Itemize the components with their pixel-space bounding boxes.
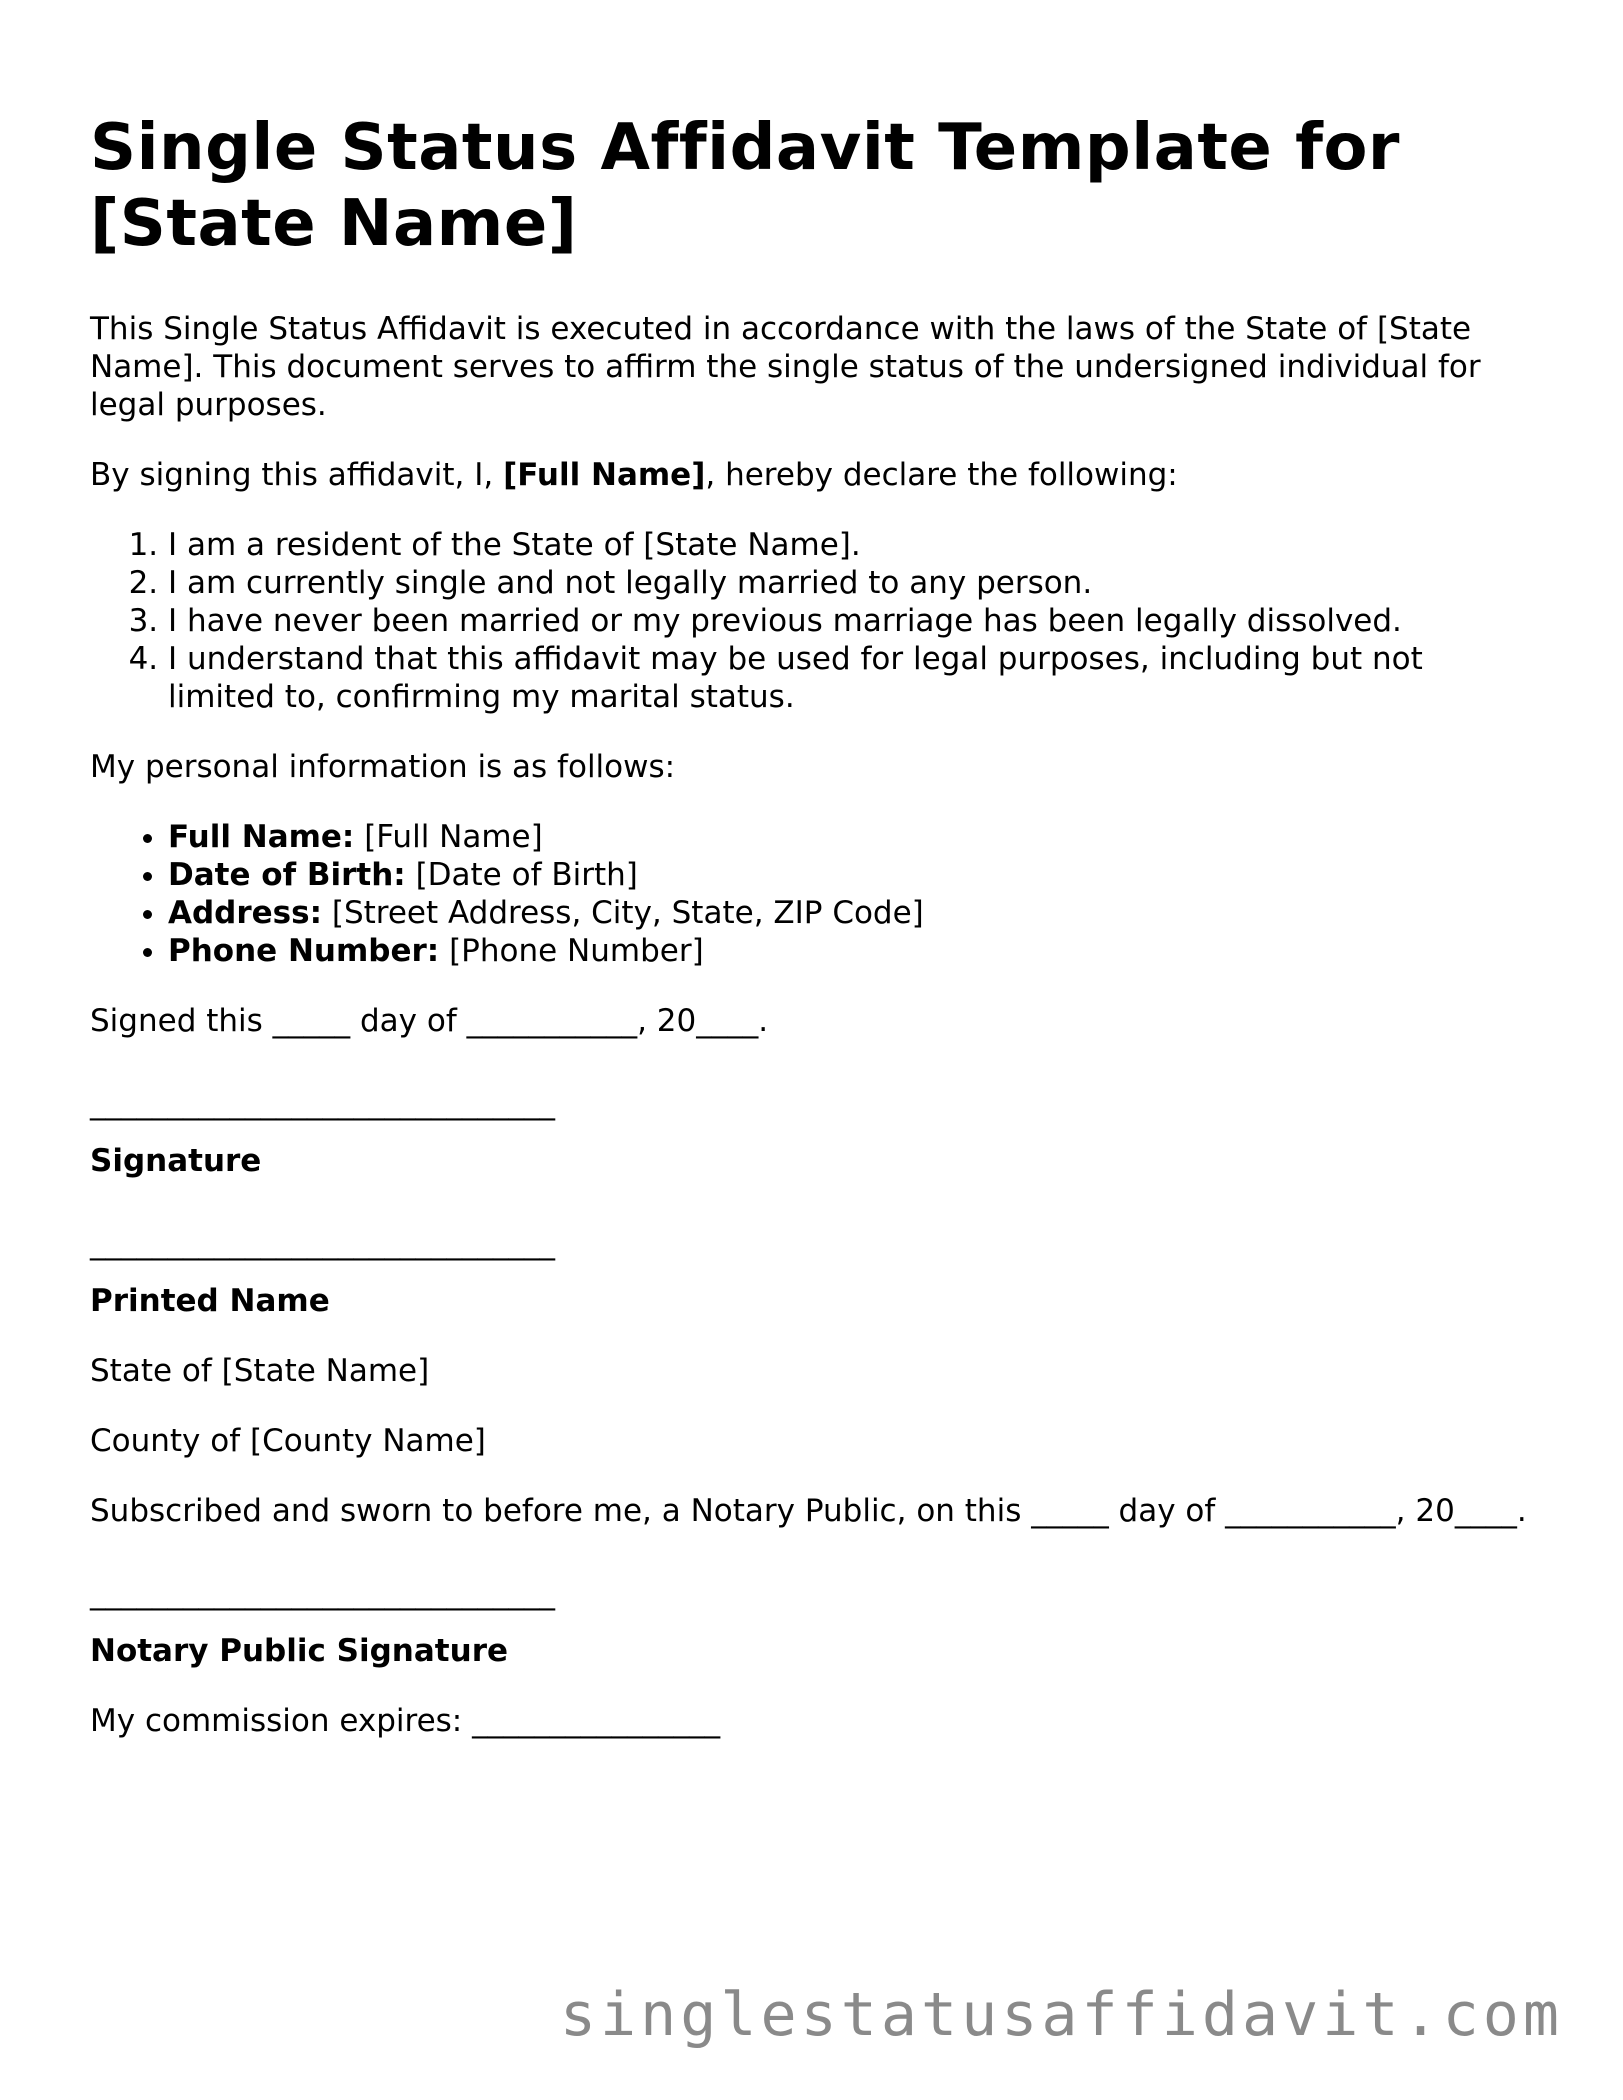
document-page	[90, 110, 1530, 1772]
printed-name-line: ______________________________	[90, 1225, 555, 1261]
sworn-line: Subscribed and sworn to before me, a Notary Public, on this _____ day of ___________, 20____.	[90, 1493, 1527, 1529]
statement-item: 2. I am currently single and not legally married to any person.	[168, 564, 1530, 602]
info-value: [Phone Number]	[449, 933, 704, 969]
info-label: Phone Number:	[168, 933, 440, 969]
statements-list	[90, 526, 1530, 716]
signed-date-line: Signed this _____ day of ___________, 20____.	[90, 1003, 769, 1039]
county-line: County of [County Name]	[90, 1423, 486, 1459]
intro-paragraph: This Single Status Affidavit is executed in accordance with the laws of the State of [State Name]. This document serves to affirm the single status of the undersigned individual for legal purposes.	[90, 311, 1481, 423]
info-label: Address:	[168, 895, 322, 931]
info-value: [Date of Birth]	[415, 857, 638, 893]
info-label: Full Name:	[168, 819, 355, 855]
notary-signature-label: Notary Public Signature	[90, 1633, 509, 1669]
info-value: [Street Address, City, State, ZIP Code]	[331, 895, 924, 931]
declarant-name: [Full Name]	[503, 457, 706, 493]
state-line: State of [State Name]	[90, 1353, 430, 1389]
notary-signature-line: ______________________________	[90, 1575, 555, 1611]
declaration-suffix: , hereby declare the following:	[705, 457, 1178, 493]
personal-info-item	[168, 894, 1530, 932]
personal-info-item	[168, 932, 1530, 970]
signature-line: ______________________________	[90, 1085, 555, 1121]
page-title: Single Status Affidavit Template for [State Name]	[90, 111, 1400, 261]
printed-name-label: Printed Name	[90, 1283, 330, 1319]
statement-item: 3. I have never been married or my previous marriage has been legally dissolved.	[168, 602, 1530, 640]
site-watermark: singlestatusaffidavit.com	[559, 1980, 1563, 2050]
commission-expires-line: My commission expires: ________________	[90, 1703, 721, 1739]
info-value: [Full Name]	[364, 819, 543, 855]
declaration-paragraph	[90, 456, 1530, 494]
personal-info-intro: My personal information is as follows:	[90, 749, 676, 785]
statement-item: 1. I am a resident of the State of [State Name].	[168, 526, 1530, 564]
info-label: Date of Birth:	[168, 857, 406, 893]
personal-info-item	[168, 856, 1530, 894]
statement-item: 4. I understand that this affidavit may be used for legal purposes, including but not limited to, confirming my marital status.	[168, 640, 1530, 716]
declaration-prefix: By signing this affidavit, I,	[90, 457, 504, 493]
personal-info-item	[168, 818, 1530, 856]
signature-label: Signature	[90, 1143, 262, 1179]
personal-info-list	[90, 818, 1530, 970]
